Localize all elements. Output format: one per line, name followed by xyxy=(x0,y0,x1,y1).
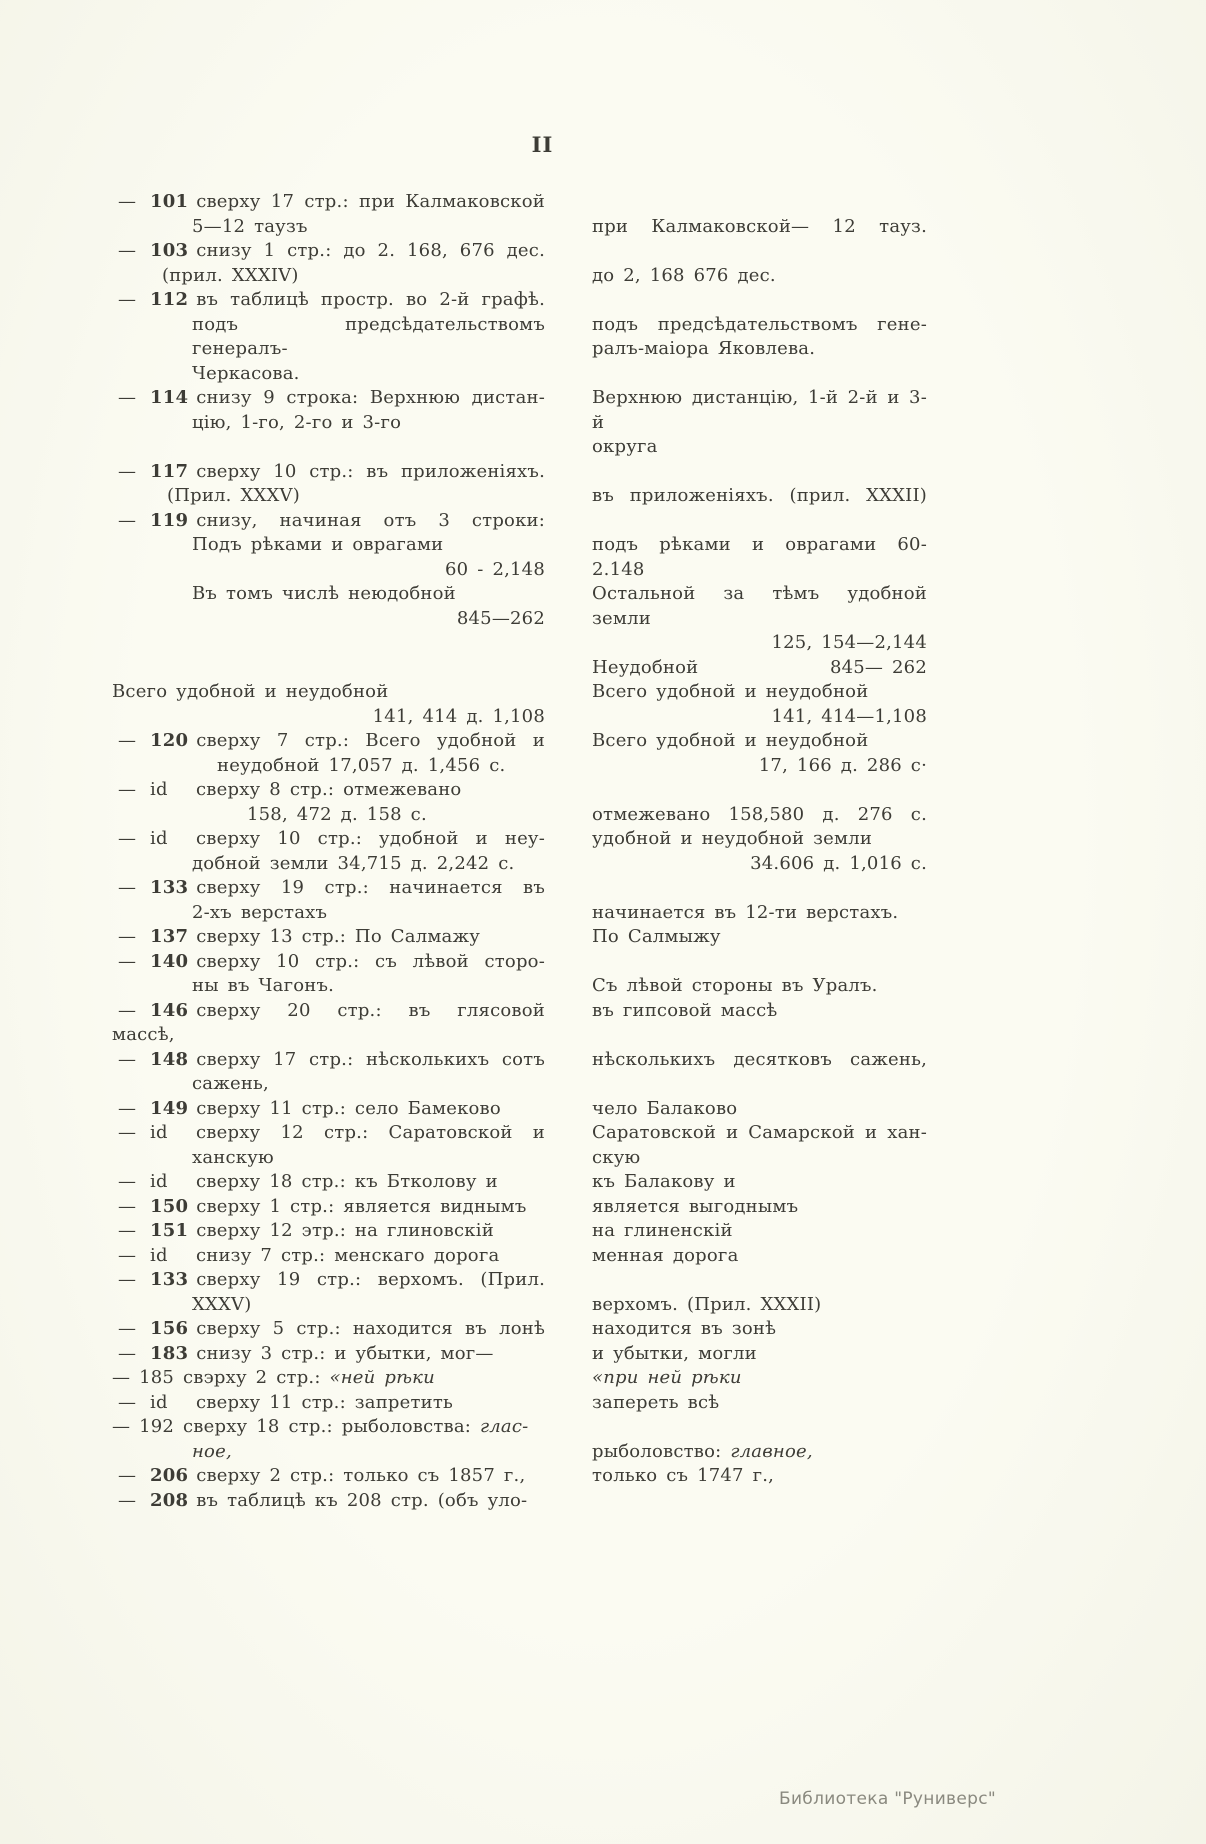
errata-row xyxy=(112,1391,927,1416)
errata-row xyxy=(112,1366,927,1391)
errata-col-original xyxy=(112,778,545,827)
errata-col-correction xyxy=(592,1244,927,1269)
errata-line: — 119 снизу, начиная отъ 3 строки: xyxy=(118,509,545,531)
errata-line: является выгоднымъ xyxy=(592,1195,799,1217)
errata-col-correction xyxy=(592,1097,927,1122)
errata-line: Всего удобной и неудобной xyxy=(112,681,389,702)
errata-line: — id сверху 12 стр.: Саратовской и xyxy=(118,1122,545,1143)
errata-col-correction xyxy=(592,1464,927,1489)
errata-col-correction xyxy=(592,1195,927,1220)
errata-line: XXXV) xyxy=(192,1293,252,1315)
errata-line: — id сверху 10 стр.: удобной и неу- xyxy=(118,828,545,849)
errata-row xyxy=(112,1121,927,1170)
errata-line: Остальной за тѣмъ удобной земли xyxy=(592,583,927,629)
errata-line: — 112 въ таблицѣ простр. во 2-й графѣ. xyxy=(118,289,545,310)
errata-line: подъ предсѣдательствомъ гене- xyxy=(592,313,927,335)
errata-line: — 149 сверху 11 стр.: село Бамеково xyxy=(118,1097,501,1119)
errata-line: добной земли 34,715 д. 2,242 с. xyxy=(192,852,515,874)
errata-line: 141, 414 д. 1,108 xyxy=(372,705,545,727)
errata-line: въ приложеніяхъ. (прил. XXXII) xyxy=(592,485,927,506)
errata-col-original xyxy=(112,509,545,632)
errata-line: ное, xyxy=(192,1440,232,1462)
errata-line: округа xyxy=(592,436,658,457)
errata-line: — 114 снизу 9 строка: Верхнюю дистан- xyxy=(118,387,545,408)
errata-line xyxy=(592,460,927,485)
errata-line: 2-хъ верстахъ xyxy=(192,901,328,923)
errata-rows xyxy=(112,190,927,1513)
errata-line: 158, 472 д. 158 с. xyxy=(247,803,427,825)
errata-col-original xyxy=(112,999,545,1048)
errata-col-original xyxy=(112,239,545,288)
errata-line: нѣсколькихъ десятковъ сажень, xyxy=(592,1048,927,1070)
errata-row xyxy=(112,1219,927,1244)
errata-line: — 150 сверху 1 стр.: является виднымъ xyxy=(118,1195,527,1217)
errata-col-original xyxy=(112,680,545,729)
errata-col-correction xyxy=(592,509,927,681)
errata-line: запереть всѣ xyxy=(592,1391,720,1413)
errata-col-correction xyxy=(592,1415,927,1464)
errata-col-correction xyxy=(592,876,927,925)
errata-line: при Калмаковской— 12 тауз. xyxy=(592,215,927,237)
errata-line: (прил. XXXIV) xyxy=(162,264,299,286)
errata-row xyxy=(112,1097,927,1122)
errata-row xyxy=(112,1342,927,1367)
errata-line: ханскую xyxy=(192,1146,274,1168)
errata-line: — 133 сверху 19 стр.: начинается въ xyxy=(118,877,545,898)
errata-line: сажень, xyxy=(192,1073,269,1094)
errata-line: 845—262 xyxy=(456,607,545,629)
errata-row xyxy=(112,1464,927,1489)
errata-line: — 185 свэрху 2 стр.: «ней рѣки xyxy=(112,1367,435,1388)
errata-line: Всего удобной и неудобной xyxy=(592,730,869,751)
errata-line: По Салмыжу xyxy=(592,926,721,947)
errata-line: ны въ Чагонъ. xyxy=(192,975,335,996)
errata-col-original xyxy=(112,1219,545,1244)
errata-row xyxy=(112,1195,927,1220)
errata-row xyxy=(112,1317,927,1342)
errata-line: — 101 сверху 17 стр.: при Калмаковской xyxy=(118,191,545,212)
errata-line xyxy=(592,778,927,803)
errata-line: — 120 сверху 7 стр.: Всего удобной и xyxy=(118,730,545,751)
errata-line: — 146 сверху 20 стр.: въ глясовой массѣ, xyxy=(112,999,545,1045)
errata-col-original xyxy=(112,1121,545,1170)
errata-line: «при ней рѣки xyxy=(592,1367,742,1388)
errata-line: — 208 въ таблицѣ къ 208 стр. (объ уло- xyxy=(118,1489,528,1511)
errata-line: къ Балакову и xyxy=(592,1171,736,1192)
errata-line: подъ предсѣдательствомъ генералъ- xyxy=(192,313,545,359)
errata-row xyxy=(112,1415,927,1464)
errata-col-original xyxy=(112,950,545,999)
errata-line: — 103 снизу 1 стр.: до 2. 168, 676 дес. xyxy=(118,240,545,261)
errata-col-correction xyxy=(592,1219,927,1244)
errata-line xyxy=(592,1268,927,1293)
errata-line xyxy=(592,190,927,215)
errata-line: Подъ рѣками и оврагами xyxy=(192,534,444,555)
errata-line: — 151 сверху 12 этр.: на глиновскій xyxy=(118,1220,494,1241)
errata-line: рыболовство: главное, xyxy=(592,1440,813,1462)
errata-line: 141, 414—1,108 xyxy=(771,705,927,727)
errata-line: Съ лѣвой стороны въ Уралъ. xyxy=(592,975,878,996)
errata-line xyxy=(592,876,927,901)
errata-col-correction xyxy=(592,386,927,460)
errata-line: — id сверху 11 стр.: запретить xyxy=(118,1391,453,1413)
errata-col-correction xyxy=(592,999,927,1024)
errata-line: 125, 154—2,144 xyxy=(771,632,927,653)
errata-col-correction xyxy=(592,827,927,876)
errata-col-correction xyxy=(592,925,927,950)
errata-row xyxy=(112,876,927,925)
errata-col-original xyxy=(112,190,545,239)
errata-col-original xyxy=(112,876,545,925)
errata-col-original xyxy=(112,1415,545,1464)
errata-col-original xyxy=(112,1464,545,1489)
errata-col-original xyxy=(112,1244,545,1269)
errata-line: находится въ зонѣ xyxy=(592,1318,777,1339)
errata-line: — id сверху 8 стр.: отмежевано xyxy=(118,779,462,800)
errata-col-correction xyxy=(592,680,927,729)
errata-col-original xyxy=(112,1366,545,1391)
errata-line: подъ рѣками и оврагами 60-2.148 xyxy=(592,534,927,580)
errata-col-original xyxy=(112,288,545,386)
errata-line: — 183 снизу 3 стр.: и убытки, мог— xyxy=(118,1342,494,1364)
errata-col-correction xyxy=(592,950,927,999)
errata-col-original xyxy=(112,386,545,435)
errata-row xyxy=(112,1268,927,1317)
errata-row xyxy=(112,999,927,1048)
errata-row xyxy=(112,190,927,239)
errata-line: и убытки, могли xyxy=(592,1342,757,1364)
errata-line: — 192 сверху 18 стр.: рыболовства: глас- xyxy=(112,1416,529,1437)
errata-line: до 2, 168 676 дес. xyxy=(592,264,776,286)
errata-line: — 117 сверху 10 стр.: въ приложеніяхъ. xyxy=(118,460,545,482)
errata-line: — 140 сверху 10 стр.: съ лѣвой сторо- xyxy=(118,950,545,972)
errata-line: 34.606 д. 1,016 с. xyxy=(750,852,927,874)
errata-col-correction xyxy=(592,1048,927,1073)
errata-line xyxy=(592,239,927,264)
errata-row xyxy=(112,1244,927,1269)
errata-col-correction xyxy=(592,729,927,778)
errata-line: чело Балаково xyxy=(592,1097,738,1119)
errata-col-correction xyxy=(592,239,927,288)
errata-line: только съ 1747 г., xyxy=(592,1465,775,1486)
errata-col-original xyxy=(112,827,545,876)
errata-col-original xyxy=(112,1268,545,1317)
errata-line: отмежевано 158,580 д. 276 с. xyxy=(592,803,927,825)
errata-line: 60 - 2,148 xyxy=(445,558,545,580)
errata-col-original xyxy=(112,460,545,509)
errata-line: удобной и неудобной земли xyxy=(592,828,873,849)
errata-col-original xyxy=(112,1195,545,1220)
errata-line: Верхнюю дистанцію, 1-й 2-й и 3-й xyxy=(592,387,927,433)
errata-row xyxy=(112,778,927,827)
errata-col-correction xyxy=(592,460,927,509)
errata-col-correction xyxy=(592,1366,927,1391)
errata-row xyxy=(112,460,927,509)
errata-line: — 206 сверху 2 стр.: только съ 1857 г., xyxy=(118,1465,526,1486)
errata-line: Неудобной 845— 262 xyxy=(592,656,927,678)
errata-row xyxy=(112,950,927,999)
errata-row xyxy=(112,239,927,288)
errata-col-correction xyxy=(592,1170,927,1195)
errata-row xyxy=(112,729,927,778)
errata-line: Всего удобной и неудобной xyxy=(592,681,869,702)
library-watermark: Библиотека "Руниверс" xyxy=(779,1789,996,1809)
errata-row xyxy=(112,1048,927,1097)
errata-line: — 156 сверху 5 стр.: находится въ лонѣ xyxy=(118,1318,545,1339)
errata-row xyxy=(112,386,927,460)
errata-line: скую xyxy=(592,1146,641,1168)
errata-col-original xyxy=(112,925,545,950)
errata-row xyxy=(112,1170,927,1195)
errata-row xyxy=(112,1489,927,1514)
errata-col-original xyxy=(112,729,545,778)
errata-line: ралъ-маіора Яковлева. xyxy=(592,338,816,359)
errata-col-original xyxy=(112,1048,545,1097)
errata-line: начинается въ 12-ти верстахъ. xyxy=(592,901,899,923)
errata-line: неудобной 17,057 д. 1,456 с. xyxy=(217,754,506,776)
errata-line: — id сверху 18 стр.: къ Бтколову и xyxy=(118,1171,498,1192)
errata-line: Черкасова. xyxy=(192,362,300,384)
errata-col-correction xyxy=(592,1317,927,1342)
errata-col-original xyxy=(112,1170,545,1195)
errata-row xyxy=(112,827,927,876)
page-number-heading: II xyxy=(531,132,554,157)
errata-line xyxy=(592,288,927,313)
errata-line: 17, 166 д. 286 с· xyxy=(758,754,927,776)
errata-col-correction xyxy=(592,288,927,362)
errata-line: — 133 сверху 19 стр.: верхомъ. (Прил. xyxy=(118,1269,545,1290)
errata-col-original xyxy=(112,1097,545,1122)
errata-line: (Прил. XXXV) xyxy=(167,485,300,506)
errata-line xyxy=(592,509,927,534)
errata-line xyxy=(592,1415,927,1440)
errata-line: — 137 сверху 13 стр.: По Салмажу xyxy=(118,926,481,947)
errata-col-correction xyxy=(592,778,927,827)
errata-line: 5—12 таузъ xyxy=(192,215,308,237)
errata-col-original xyxy=(112,1342,545,1367)
errata-line: верхомъ. (Прил. XXXII) xyxy=(592,1293,822,1315)
errata-row xyxy=(112,288,927,386)
errata-col-correction xyxy=(592,1268,927,1317)
errata-line: менная дорога xyxy=(592,1244,739,1266)
errata-line: — 148 сверху 17 стр.: нѣсколькихъ сотъ xyxy=(118,1048,545,1070)
errata-col-correction xyxy=(592,1121,927,1170)
errata-col-original xyxy=(112,1317,545,1342)
errata-col-correction xyxy=(592,1391,927,1416)
errata-col-original xyxy=(112,1391,545,1416)
errata-line: — id снизу 7 стр.: менскаго дорога xyxy=(118,1244,500,1266)
errata-line: Саратовской и Самарской и хан- xyxy=(592,1122,927,1143)
errata-line: Въ томъ числѣ неюдобной xyxy=(192,583,456,604)
errata-row xyxy=(112,680,927,729)
errata-line: въ гипсовой массѣ xyxy=(592,999,778,1021)
errata-line: цію, 1-го, 2-го и 3-го xyxy=(192,411,402,433)
errata-row xyxy=(112,925,927,950)
errata-col-correction xyxy=(592,1342,927,1367)
errata-line xyxy=(592,950,927,975)
errata-col-original xyxy=(112,1489,545,1514)
errata-row xyxy=(112,509,927,681)
errata-line: на глиненскій xyxy=(592,1220,733,1241)
errata-col-correction xyxy=(592,190,927,239)
